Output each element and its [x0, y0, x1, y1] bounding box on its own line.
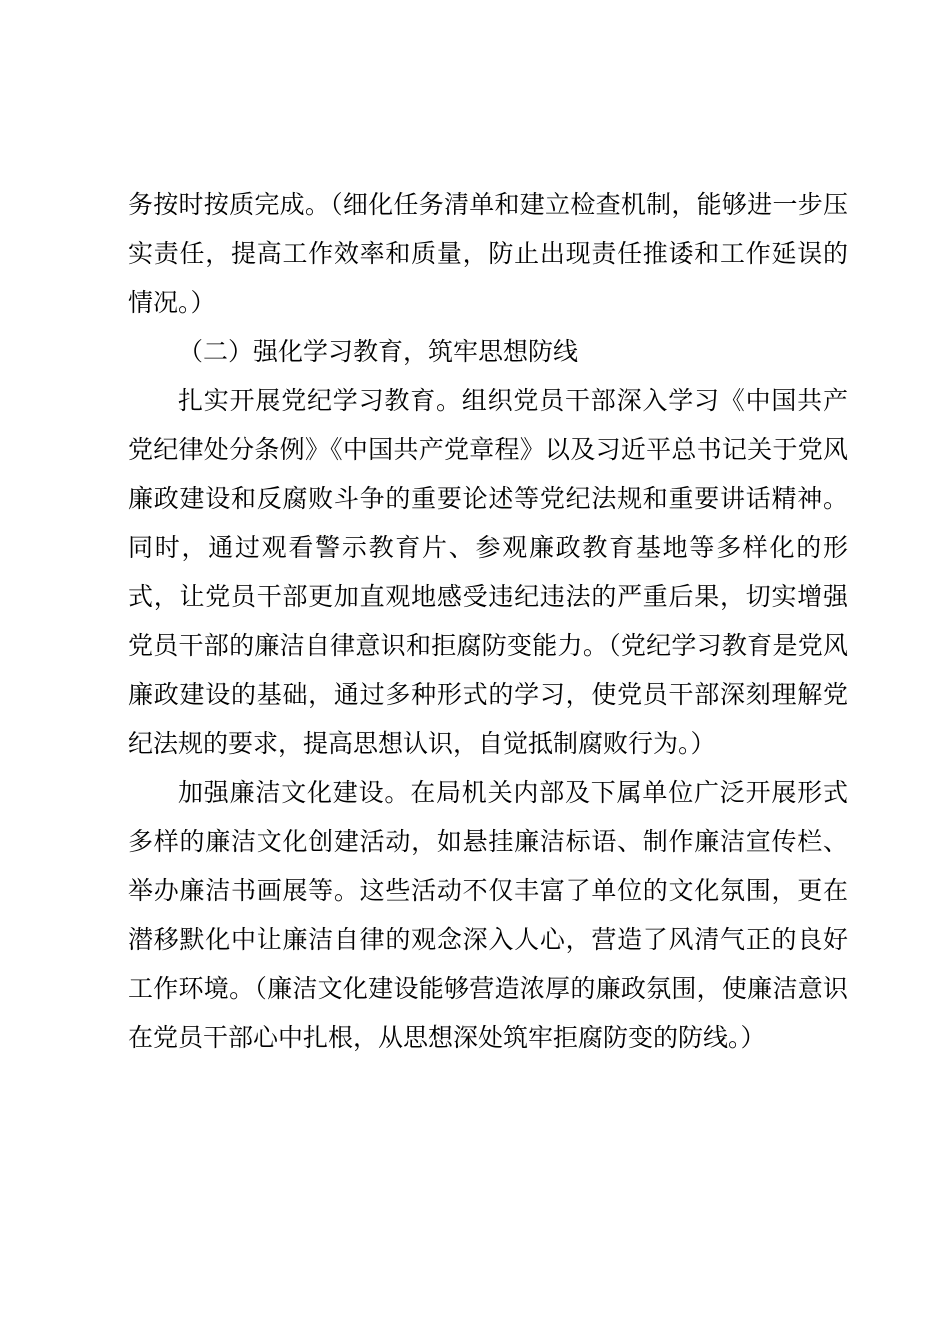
document-body — [128, 180, 848, 1062]
section-heading: （二）强化学习教育，筑牢思想防线 — [178, 337, 579, 366]
clean-culture-paragraph: 加强廉洁文化建设。在局机关内部及下属单位广泛开展形式多样的廉洁文化创建活动，如悬挂廉洁标语、制作廉洁宣传栏、举办廉洁书画展等。这些活动不仅丰富了单位的文化氛围，更在潜移默化中让廉洁自律的观念深入人心，营造了风清气正的良好工作环境。（廉洁文化建设能够营造浓厚的廉政氛围，使廉洁意识在党员干部心中扎根，从思想深处筑牢拒腐防变的防线。） — [128, 778, 848, 1052]
continuation-paragraph: 务按时按质完成。（细化任务清单和建立检查机制，能够进一步压实责任，提高工作效率和质量，防止出现责任推诿和工作延误的情况。） — [128, 190, 848, 317]
party-discipline-study-paragraph: 扎实开展党纪学习教育。组织党员干部深入学习《中国共产党纪律处分条例》《中国共产党章程》以及习近平总书记关于党风廉政建设和反腐败斗争的重要论述等党纪法规和重要讲话精神。同时，通过观看警示教育片、参观廉政教育基地等多样化的形式，让党员干部更加直观地感受违纪违法的严重后果，切实增强党员干部的廉洁自律意识和拒腐防变能力。（党纪学习教育是党风廉政建设的基础，通过多种形式的学习，使党员干部深刻理解党纪法规的要求，提高思想认识，自觉抵制腐败行为。） — [128, 386, 848, 758]
